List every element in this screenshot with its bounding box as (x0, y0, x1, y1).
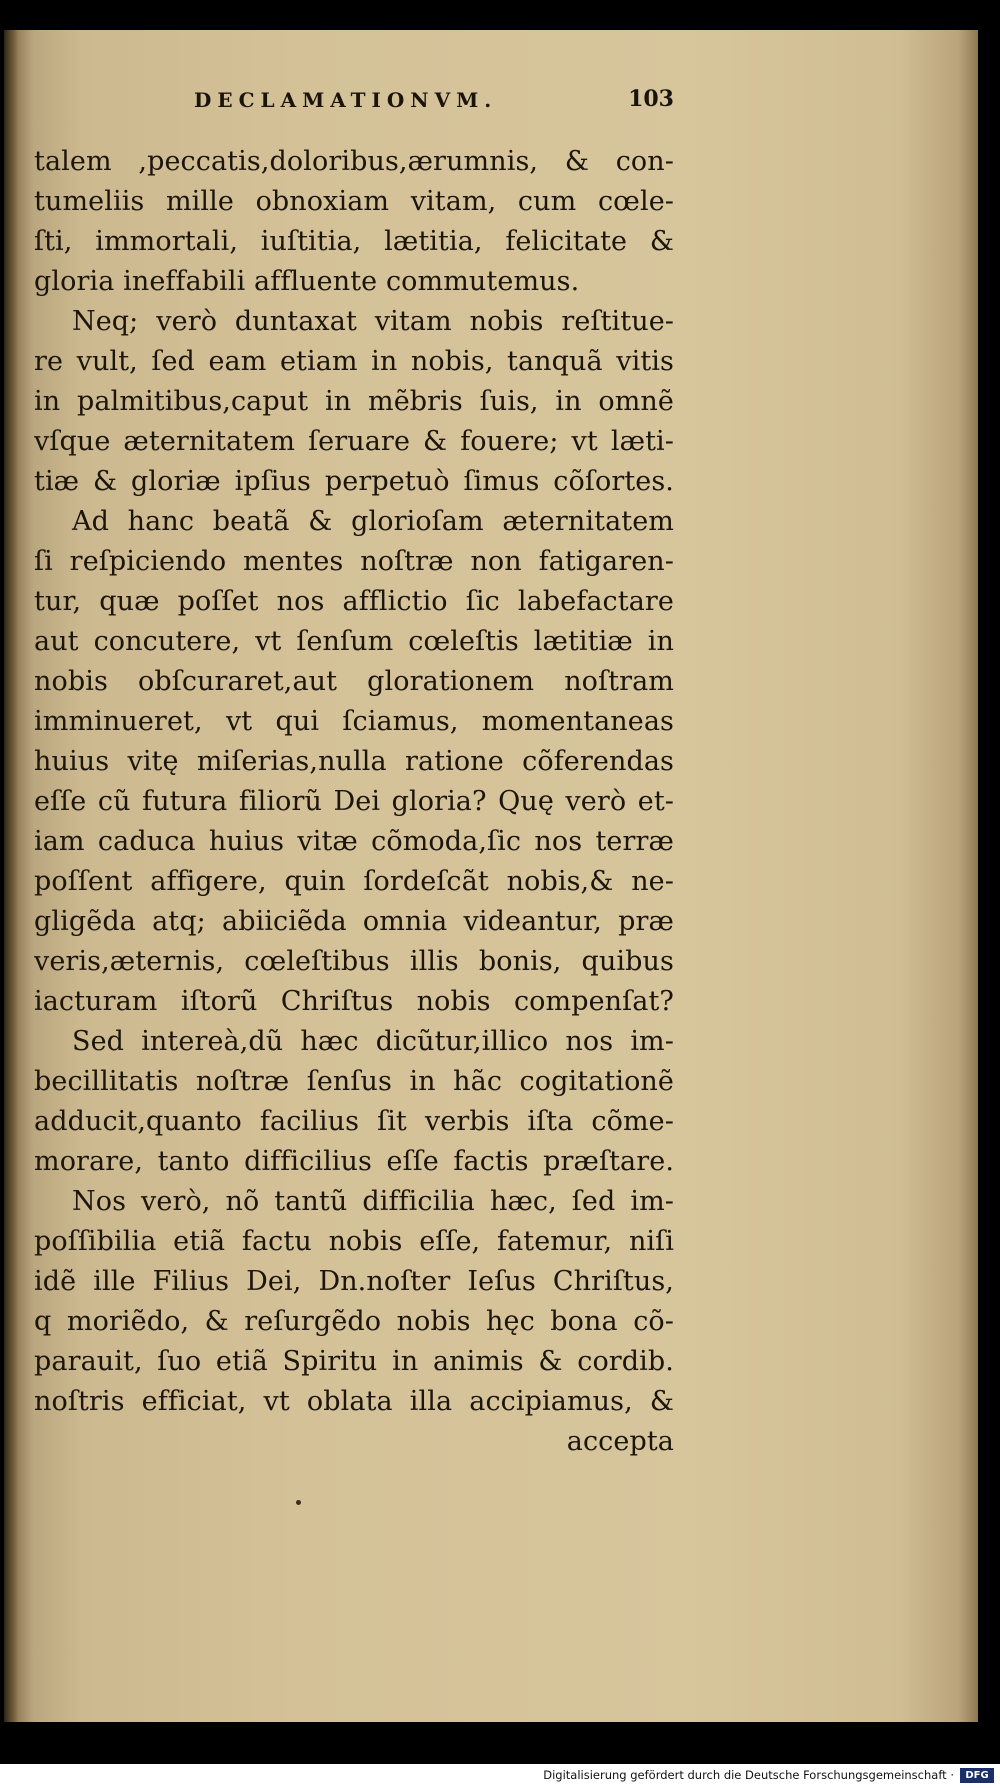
text-line: Neq; verò duntaxat vitam nobis reſtitue- (72, 306, 674, 337)
text-line: nobis obſcuraret,aut glorationem noſtram (34, 666, 674, 697)
text-line: vſque æternitatem ſeruare & fouere; vt læti- (34, 426, 674, 457)
text-line: Sed intereà,dũ hæc dicũtur,illico nos im- (72, 1026, 674, 1057)
text-line: in palmitibus,caput in mẽbris ſuis, in omnẽ (34, 386, 674, 417)
text-line: morare, tanto difficilius eſſe factis præſtare. (34, 1146, 674, 1177)
text-line: re vult, ſed eam etiam in nobis, tanquã vitis (34, 346, 674, 377)
text-line: gloria ineffabili affluente commutemus. (34, 266, 580, 297)
text-line: aut concutere, vt ſenſum cœleſtis lætitiæ in (34, 626, 674, 657)
text-line: eſſe cũ futura filiorũ Dei gloria? Quę verò et- (34, 786, 674, 817)
text-line: q moriẽdo, & reſurgẽdo nobis hęc bona cõ- (34, 1306, 674, 1337)
text-line: huius vitę miſerias,nulla ratione cõferendas (34, 746, 674, 777)
text-line: idẽ ille Filius Dei, Dn.noſter Ieſus Chriſtus, (34, 1266, 674, 1297)
text-line: adducit,quanto facilius ſit verbis iſta cõme- (34, 1106, 674, 1137)
text-line: tiæ & gloriæ ipſius perpetuò ſimus cõſortes. (34, 466, 674, 497)
text-line: iam caduca huius vitæ cõmoda,ſic nos terræ (34, 826, 674, 857)
funding-credit: Digitalisierung gefördert durch die Deutsche Forschungsgemeinschaft · (543, 1768, 954, 1782)
page-header (194, 82, 674, 122)
text-line: noſtris efficiat, vt oblata illa accipiamus, & (34, 1386, 674, 1417)
text-line: parauit, ſuo etiã Spiritu in animis & cordib. (34, 1346, 674, 1377)
text-line: tumeliis mille obnoxiam vitam, cum cœle- (34, 186, 674, 217)
catchword: accepta (566, 1426, 674, 1457)
page-number: 103 (628, 86, 674, 112)
digitization-footer (0, 1764, 1000, 1788)
text-line: becillitatis noſtræ ſenſus in hãc cogitationẽ (34, 1066, 674, 1097)
text-line: imminueret, vt qui ſciamus, momentaneas (34, 706, 674, 737)
page-gutter (4, 30, 18, 1722)
text-line: Nos verò, nõ tantũ difficilia hæc, ſed im- (72, 1186, 674, 1217)
body-text (34, 142, 674, 1462)
text-line: poſſibilia etiã factu nobis eſſe, fatemur, niſi (34, 1226, 674, 1257)
text-line: gligẽda atq; abiiciẽda omnia videantur, præ (34, 906, 674, 937)
text-line: talem ,peccatis,doloribus,ærumnis, & con- (34, 146, 674, 177)
dfg-logo-icon: DFG (960, 1768, 994, 1783)
text-line: Ad hanc beatã & glorioſam æternitatem (72, 506, 674, 537)
text-line: veris,æternis, cœleſtibus illis bonis, quibus (34, 946, 674, 977)
text-line: ſti, immortali, iuſtitia, lætitia, felicitate & (34, 226, 674, 257)
text-line: iacturam iſtorũ Chriſtus nobis compenſat? (34, 986, 674, 1017)
text-line: ſi reſpiciendo mentes noſtræ non fatigaren- (34, 546, 674, 577)
ink-speck (296, 1500, 301, 1505)
running-head: DECLAMATIONVM. (194, 88, 498, 112)
text-line: poſſent affigere, quin ſordeſcãt nobis,& ne- (34, 866, 674, 897)
book-page (4, 30, 978, 1722)
text-line: tur, quæ poſſet nos afflictio ſic labefactare (34, 586, 674, 617)
